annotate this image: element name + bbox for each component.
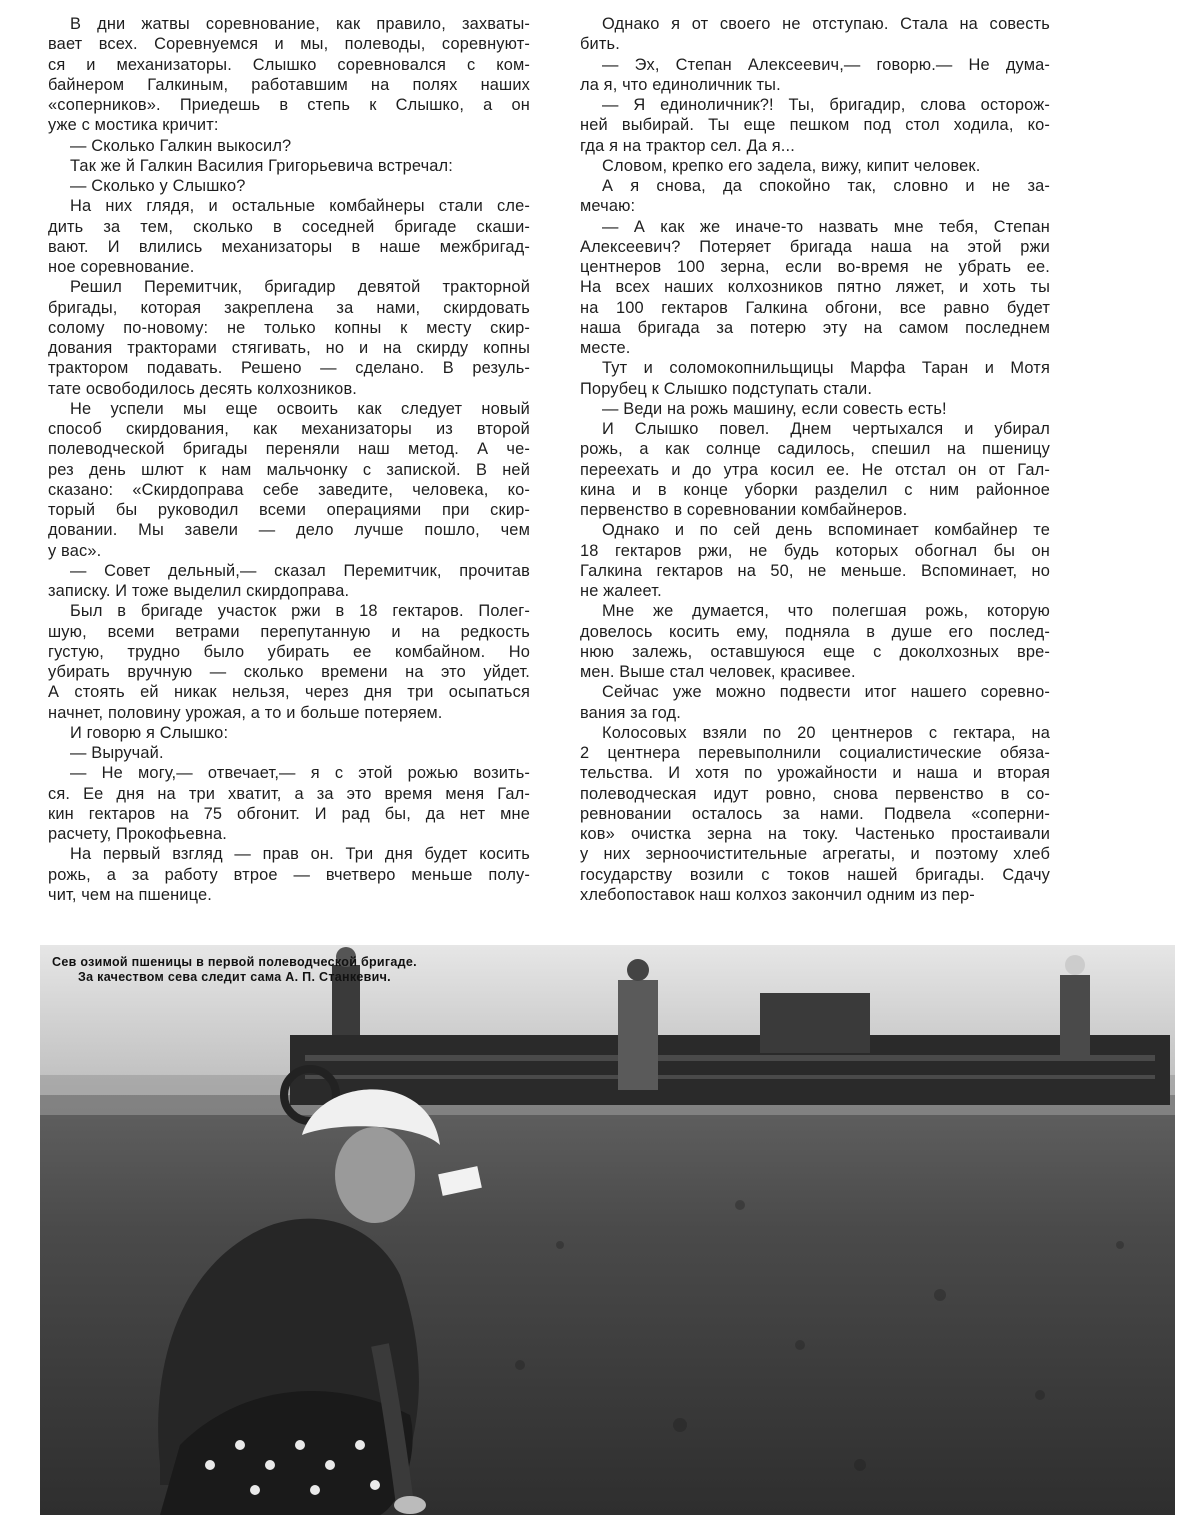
text-line: На них глядя, и остальные комбайнеры стали сле- <box>70 197 530 216</box>
paragraph <box>580 14 1050 55</box>
text-line: вает всех. Соревнуемся и мы, полеводы, соревнуют- <box>48 35 530 54</box>
paragraph <box>48 561 530 602</box>
text-line: На всех наших колхозников пятно ляжет, и хоть ты <box>580 278 1050 297</box>
paragraph <box>580 358 1050 399</box>
text-line: рожь, а за работу втрое — вчетверо меньше полу- <box>48 865 530 884</box>
text-line: довелось косить ему, подняла в душе его послед- <box>580 622 1050 641</box>
caption-line: Сев озимой пшеницы в первой полеводческой бригаде. <box>52 955 417 969</box>
text-line: у вас». <box>48 541 102 560</box>
paragraph <box>48 844 530 905</box>
text-line: 18 гектаров ржи, не будь которых обогнал бы он <box>580 541 1050 560</box>
text-line: ся. Ее дня на три хватит, а за это время меня Гал- <box>48 784 530 803</box>
caption-line: За качеством сева следит сама А. П. Станкевич. <box>78 970 391 984</box>
text-line: Однако я от своего не отступаю. Стала на совесть <box>602 15 1050 33</box>
text-line: ла я, что единоличник ты. <box>580 75 781 94</box>
paragraph <box>48 743 530 763</box>
text-line: — Выручай. <box>70 744 164 762</box>
text-line: — Сколько у Слышко? <box>70 177 246 195</box>
text-line: центнеров 100 зерна, если во-время не убрать ее. <box>580 258 1050 276</box>
text-line: дования тракторами стягивать, но и на скирду копны <box>48 339 530 357</box>
text-line: тельства. И хотя по урожайности и наша и вторая <box>580 764 1050 783</box>
text-line: бригады, которая закреплена за нами, скирдовать <box>48 298 530 317</box>
paragraph <box>580 601 1050 682</box>
paragraph <box>48 156 530 176</box>
text-line: — Не могу,— отвечает,— я с этой рожью возить- <box>70 764 530 783</box>
paragraph <box>48 399 530 561</box>
text-line: записку. И тоже выделил скирдоправа. <box>48 582 350 600</box>
text-line: способ скирдования, как механизаторы из второй <box>48 420 530 438</box>
text-line: ней выбирай. Ты еще пешком под стол ходила, ко- <box>580 116 1050 135</box>
text-line: полеводческая идут ровно, снова первенство в со- <box>580 784 1050 803</box>
text-line: государству возили с токов нашей бригады. Сдачу <box>580 865 1050 884</box>
paragraph <box>48 277 530 399</box>
text-line: рез день шлют к нам мальчонку с запиской. В ней <box>48 460 530 479</box>
text-line: Тут и соломокопнильщицы Марфа Таран и Мотя <box>602 359 1050 378</box>
text-line: торый бы руководил всеми операциями при скир- <box>48 501 530 519</box>
text-line: Не успели мы еще освоить как следует новый <box>70 399 530 418</box>
text-line: первенство в соревновании комбайнеров. <box>580 501 908 519</box>
article-column-right <box>580 14 1050 905</box>
text-line: хлебопоставок наш колхоз закончил одним из пер- <box>580 885 975 904</box>
text-line: Был в бригаде участок ржи в 18 гектаров. Полег- <box>70 602 530 621</box>
text-line: — Я единоличник?! Ты, бригадир, слова осторож- <box>602 96 1050 114</box>
text-line: И говорю я Слышко: <box>70 723 229 742</box>
text-line: бить. <box>580 35 620 54</box>
text-line: кин гектаров на 75 обгонит. И рад бы, да нет мне <box>48 804 530 823</box>
text-line: — Сколько Галкин выкосил? <box>70 136 292 155</box>
text-line: шую, всеми ветрами перепутанную и на редкость <box>48 622 530 641</box>
text-line: трактором подавать. Решено — сделано. В резуль- <box>48 359 530 378</box>
text-line: Словом, крепко его задела, вижу, кипит человек. <box>602 156 981 175</box>
paragraph <box>580 682 1050 723</box>
text-line: ся и механизаторы. Слышко соревновался с ком- <box>48 55 530 74</box>
paragraph <box>580 217 1050 359</box>
text-line: Колосовых взяли по 20 центнеров с гектара, на <box>602 723 1050 742</box>
text-line: Так же й Галкин Василия Григорьевича встречал: <box>70 156 453 175</box>
text-line: — Веди на рожь машину, если совесть есть! <box>602 399 947 418</box>
paragraph <box>48 196 530 277</box>
text-line: Решил Перемитчик, бригадир девятой тракторной <box>70 278 530 297</box>
text-line: вания за год. <box>580 703 681 722</box>
text-line: 2 центнера перевыполнили социалистические обяза- <box>580 744 1050 762</box>
text-line: расчету, Прокофьевна. <box>48 825 227 843</box>
text-line: гда я на трактор сел. Да я... <box>580 136 795 155</box>
text-line: не жалеет. <box>580 582 662 600</box>
photo-caption <box>52 955 417 985</box>
photo-image <box>40 945 1175 1515</box>
text-line: На первый взгляд — прав он. Три дня будет косить <box>70 845 530 864</box>
text-line: мечаю: <box>580 197 636 216</box>
paragraph <box>580 419 1050 520</box>
text-line: уже с мостика кричит: <box>48 116 219 135</box>
text-line: наша бригада за потерю эту на самом последнем <box>580 318 1050 337</box>
text-line: на 100 гектаров Галкина обгони, все равно будет <box>580 298 1050 317</box>
text-line: мен. Выше стал человек, красивее. <box>580 663 856 681</box>
paragraph <box>580 399 1050 419</box>
text-line: — Эх, Степан Алексеевич,— говорю.— Не дума- <box>602 55 1050 74</box>
text-line: — А как же иначе-то назвать мне тебя, Степан <box>602 217 1050 236</box>
paragraph <box>48 14 530 136</box>
paragraph <box>580 176 1050 217</box>
text-line: чит, чем на пшенице. <box>48 885 212 904</box>
text-line: густую, трудно было убирать ее комбайном. Но <box>48 642 530 661</box>
paragraph <box>580 55 1050 96</box>
text-line: рожь, а как солнце садилось, спешил на пшеницу <box>580 440 1050 459</box>
text-line: у них зерноочистительные агрегаты, и поэтому хлеб <box>580 845 1050 864</box>
text-line: Порубец к Слышко подступать стали. <box>580 379 873 398</box>
text-line: сказано: «Скирдоправа себе заведите, человека, ко- <box>48 480 530 499</box>
text-line: убирать вручную — сколько времени на это уйдет. <box>48 663 530 681</box>
paragraph <box>580 156 1050 176</box>
paragraph <box>580 723 1050 905</box>
text-line: А я снова, да спокойно так, словно и не за- <box>602 177 1050 195</box>
text-line: — Совет дельный,— сказал Перемитчик, прочитав <box>70 561 530 580</box>
photo-sowing-winter-wheat <box>40 945 1175 1515</box>
paragraph <box>48 601 530 723</box>
text-line: А стоять ей никак нельзя, через дня три осыпаться <box>48 683 530 702</box>
text-line: Галкина гектаров на 50, не меньше. Вспоминает, но <box>580 561 1050 580</box>
text-line: кина и в конце уборки разделил с ним районное <box>580 480 1050 499</box>
text-line: тате освободилось десять колхозников. <box>48 379 358 398</box>
article-column-left <box>48 14 530 905</box>
paragraph <box>48 176 530 196</box>
text-line: довании. Мы завели — дело лучше пошло, чем <box>48 521 530 540</box>
text-line: ревновании осталось за нами. Подвела «соперни- <box>580 804 1050 823</box>
text-line: солому по-новому: не только копны к месту скир- <box>48 318 530 337</box>
text-line: Сейчас уже можно подвести итог нашего соревно- <box>602 683 1050 702</box>
text-line: байнером Галкиным, работавшим на полях наших <box>48 75 530 94</box>
text-line: вают. И влились механизаторы в наше межбригад- <box>48 237 530 256</box>
text-line: месте. <box>580 339 631 357</box>
text-line: переехать и до утра косил ее. Не отстал он от Гал- <box>580 460 1050 479</box>
text-line: Однако и по сей день вспоминает комбайнер те <box>602 521 1050 540</box>
text-line: полеводческой бригады переняли наш метод. А че- <box>48 440 530 459</box>
paragraph <box>48 763 530 844</box>
text-line: Алексеевич? Потеряет бригада наша на этой ржи <box>580 237 1050 256</box>
text-line: В дни жатвы соревнование, как правило, захваты- <box>70 15 530 33</box>
text-line: «соперников». Приедешь в степь к Слышко, а он <box>48 96 530 114</box>
paragraph <box>580 520 1050 601</box>
text-line: начнет, половину урожая, а то и больше потеряем. <box>48 703 443 722</box>
text-line: Мне же думается, что полегшая рожь, которую <box>602 602 1050 621</box>
text-line: И Слышко повел. Днем чертыхался и убирал <box>602 420 1050 438</box>
paragraph <box>48 136 530 156</box>
paragraph <box>48 723 530 743</box>
text-line: ное соревнование. <box>48 258 195 276</box>
paragraph <box>580 95 1050 156</box>
text-line: ков» очистка зерна на току. Частенько простаивали <box>580 825 1050 843</box>
text-line: дить за тем, сколько в соседней бригаде скаши- <box>48 217 530 236</box>
text-line: нюю залежь, оставшуюся еще с доколхозных вре- <box>580 642 1050 661</box>
